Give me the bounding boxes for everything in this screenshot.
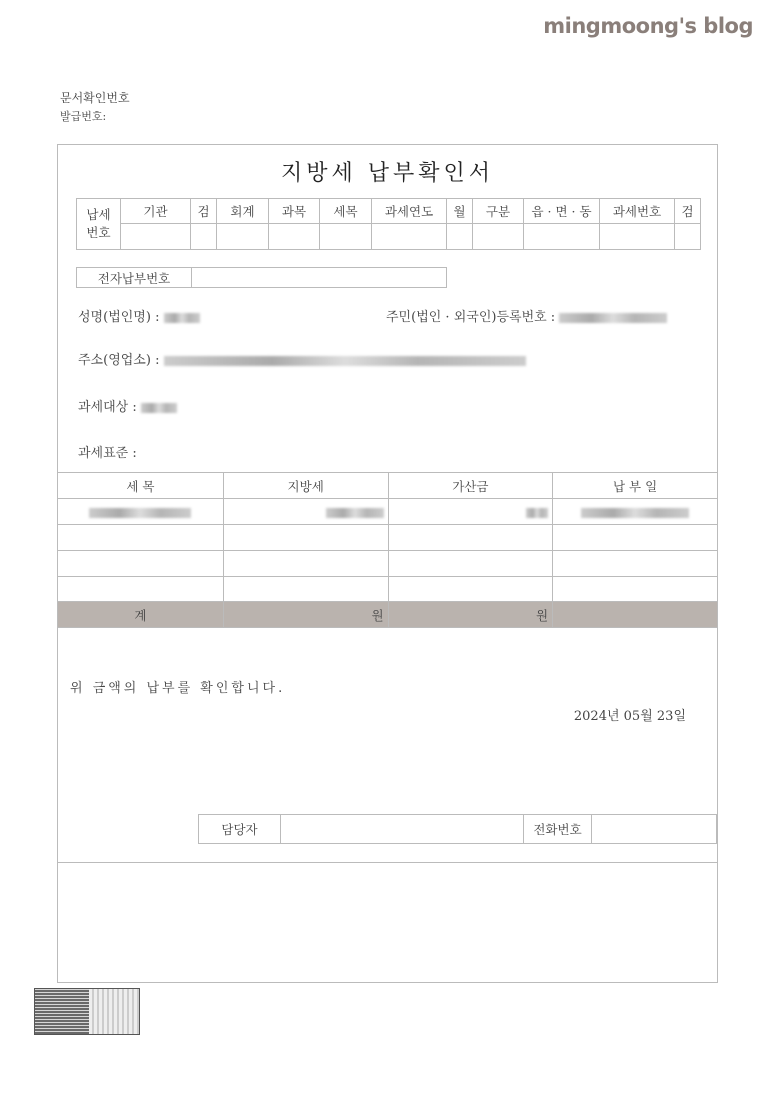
blog-watermark: mingmoong's blog <box>543 14 753 38</box>
target-field <box>78 396 177 415</box>
page-title: 지방세 납부확인서 <box>280 161 494 186</box>
header-tax-year: 과세연도 <box>372 199 447 224</box>
phone-label: 전화번호 <box>524 815 592 844</box>
issue-number-label: 발급번호: <box>60 110 107 123</box>
payments-table <box>57 472 718 628</box>
tax-number-label: 납세 번호 <box>77 199 121 250</box>
total-local-tax: 원 <box>223 602 388 628</box>
address-label: 주소(영업소) : <box>78 353 160 368</box>
header-tax-item: 세 목 <box>58 473 224 499</box>
header-surcharge: 가산금 <box>388 473 553 499</box>
barcode-icon <box>35 989 89 1034</box>
address-value-redacted <box>164 356 526 366</box>
issue-date: 2024년 05월 23일 <box>573 709 686 724</box>
pattern-icon <box>89 989 139 1034</box>
header-category: 구분 <box>473 199 524 224</box>
header-local-tax: 지방세 <box>223 473 388 499</box>
statement: 위 금액의 납부를 확인합니다. <box>70 681 286 696</box>
total-label: 계 <box>58 602 224 628</box>
tax-number-table <box>76 198 701 250</box>
epay-label: 전자납부번호 <box>77 268 192 288</box>
address-field <box>78 349 526 368</box>
redacted-value <box>581 508 689 518</box>
target-label: 과세대상 : <box>78 400 137 415</box>
header-month: 월 <box>447 199 473 224</box>
person-value <box>281 815 524 844</box>
target-value-redacted <box>141 403 177 413</box>
header-agency: 기관 <box>121 199 191 224</box>
id-field <box>386 306 667 325</box>
header-account: 회계 <box>217 199 269 224</box>
name-label: 성명(법인명) : <box>78 310 160 325</box>
header-payment-date: 납 부 일 <box>553 473 718 499</box>
header-tax-item: 세목 <box>320 199 372 224</box>
name-value-redacted <box>164 313 200 323</box>
header-tax-serial: 과세번호 <box>600 199 675 224</box>
redacted-value <box>89 508 191 518</box>
redacted-value <box>326 508 384 518</box>
doc-confirm-label: 문서확인번호 <box>60 91 130 105</box>
barcode-stamp <box>34 988 140 1035</box>
divider <box>57 862 718 863</box>
id-label: 주민(법인 · 외국인)등록번호 : <box>386 310 556 325</box>
redacted-value <box>526 508 548 518</box>
total-surcharge: 원 <box>388 602 553 628</box>
header-check-2: 검 <box>675 199 701 224</box>
contact-table <box>198 814 717 844</box>
total-row <box>58 602 718 628</box>
header-subject: 과목 <box>269 199 320 224</box>
name-field <box>78 306 200 325</box>
header-check: 검 <box>191 199 217 224</box>
person-label: 담당자 <box>199 815 281 844</box>
phone-value <box>592 815 717 844</box>
epay-value <box>192 268 447 288</box>
id-value-redacted <box>559 313 667 323</box>
header-district: 읍 · 면 · 동 <box>524 199 600 224</box>
table-row <box>58 499 718 525</box>
epay-number-row <box>76 267 447 288</box>
standard-field: 과세표준 : <box>78 446 137 461</box>
